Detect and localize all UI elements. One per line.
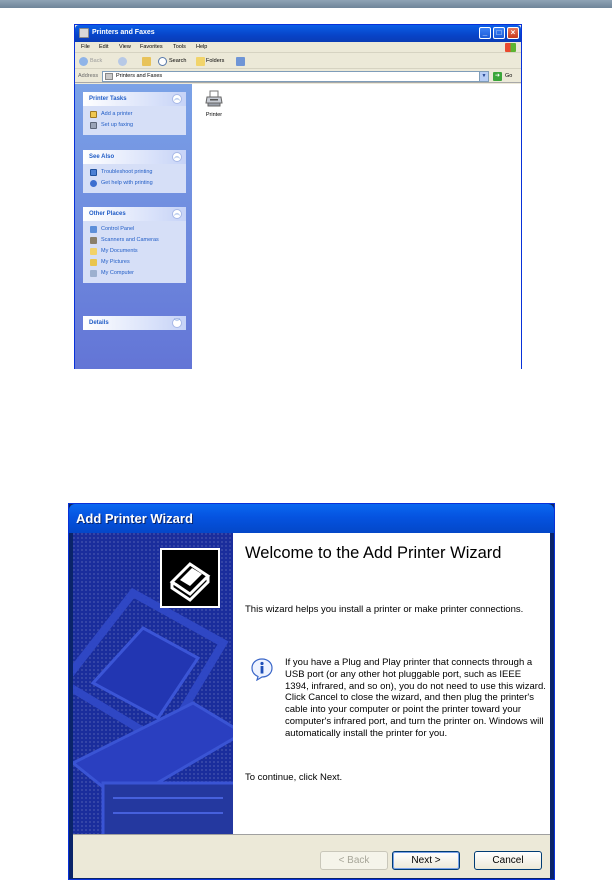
address-label: Address [78,73,99,79]
title-bar[interactable] [75,25,521,42]
folder-content [192,84,521,369]
forward-arrow-icon[interactable] [118,57,127,66]
address-bar [75,70,521,83]
fax-icon [90,122,97,129]
add-printer-wizard-window [68,503,555,880]
menu-tools[interactable]: Tools [173,44,186,50]
wizard-button-bar [73,834,550,878]
see-also-panel [83,150,186,193]
task-pane [75,84,192,369]
wizard-intro-text: This wizard helps you install a printer or make printer connections. [245,604,524,615]
link-my-pictures[interactable]: My Pictures [83,257,186,268]
panel-header[interactable] [83,316,186,330]
link-control-panel[interactable]: Control Panel [83,224,186,235]
wizard-banner [73,533,233,834]
pictures-folder-icon [90,259,97,266]
search-icon[interactable] [158,57,167,66]
menu-bar [75,42,521,53]
panel-title: Details [89,320,109,326]
collapse-icon[interactable]: ︽ [173,96,180,102]
folder-icon [90,248,97,255]
other-places-panel [83,207,186,283]
title-bar[interactable] [69,504,554,533]
go-arrow-icon: ➜ [494,73,501,79]
link-my-computer[interactable]: My Computer [83,268,186,279]
page-header-strip [0,0,612,8]
folders-button[interactable]: Folders [206,58,225,64]
computer-icon [90,270,97,277]
next-button[interactable]: Next > [392,851,460,870]
close-button[interactable]: × [507,27,519,39]
window-title: Printers and Faxes [92,29,155,36]
task-set-up-faxing[interactable]: Set up faxing [83,120,186,131]
expand-icon[interactable]: ︾ [173,320,180,326]
details-panel [83,316,186,330]
menu-favorites[interactable]: Favorites [140,44,163,50]
back-button[interactable]: < Back [320,851,388,870]
task-add-printer[interactable]: Add a printer [83,109,186,120]
up-folder-icon[interactable] [142,57,151,66]
scanner-icon [90,237,97,244]
printer-icon [205,90,223,108]
address-value: Printers and Faxes [116,73,163,79]
panel-header[interactable] [83,207,186,221]
back-arrow-icon[interactable] [79,57,88,66]
toolbar [75,54,521,69]
collapse-icon[interactable]: ︽ [173,154,180,160]
minimize-button[interactable]: _ [479,27,491,39]
menu-view[interactable]: View [119,44,131,50]
panel-title: Printer Tasks [89,96,127,102]
printers-folder-icon [105,73,113,80]
menu-help[interactable]: Help [196,44,208,50]
wizard-content [233,533,550,834]
link-troubleshoot-printing[interactable]: Troubleshoot printing [83,167,186,178]
help-book-icon [90,169,97,176]
printer-label: Printer [205,112,223,118]
link-scanners-cameras[interactable]: Scanners and Cameras [83,235,186,246]
collapse-icon[interactable]: ︽ [173,211,180,217]
back-button[interactable]: Back [90,58,103,64]
panel-title: Other Places [89,211,126,217]
printer-tasks-panel [83,92,186,135]
panel-header[interactable] [83,150,186,164]
go-label: Go [505,73,513,79]
wizard-heading: Welcome to the Add Printer Wizard [245,544,502,562]
continue-instruction: To continue, click Next. [245,772,343,783]
link-my-documents[interactable]: My Documents [83,246,186,257]
windows-logo-icon [505,43,516,52]
folders-icon[interactable] [196,57,205,66]
go-button[interactable] [493,71,518,82]
views-icon[interactable] [236,57,245,66]
maximize-button[interactable]: □ [493,27,505,39]
chevron-down-icon[interactable]: ▼ [479,72,488,81]
search-button[interactable]: Search [169,58,187,64]
address-field[interactable] [102,71,489,82]
window-title: Add Printer Wizard [76,511,193,526]
control-panel-icon [90,226,97,233]
panel-header[interactable] [83,92,186,106]
link-get-help-printing[interactable]: Get help with printing [83,178,186,189]
printer-wizard-icon [160,548,220,608]
wizard-body [73,533,550,834]
menu-file[interactable]: File [81,44,90,50]
cancel-button[interactable]: Cancel [474,851,542,870]
info-icon [250,657,274,681]
printers-and-faxes-window [74,24,522,369]
menu-edit[interactable]: Edit [99,44,109,50]
panel-title: See Also [89,154,115,160]
add-printer-icon [90,111,97,118]
plug-and-play-note: If you have a Plug and Play printer that connects through a USB port (or any other hot pluggable port, such as IEEE 1394, infrared, and so on), you do not need to use this wizard. Click Cancel to close the wizard, and then plug the printer's cable into your computer or point the printer toward your computer's infrared port, and turn the printer on. Windows will automatically install the printer for you. [285,657,546,739]
help-icon [90,180,97,187]
printers-folder-icon [79,28,89,38]
